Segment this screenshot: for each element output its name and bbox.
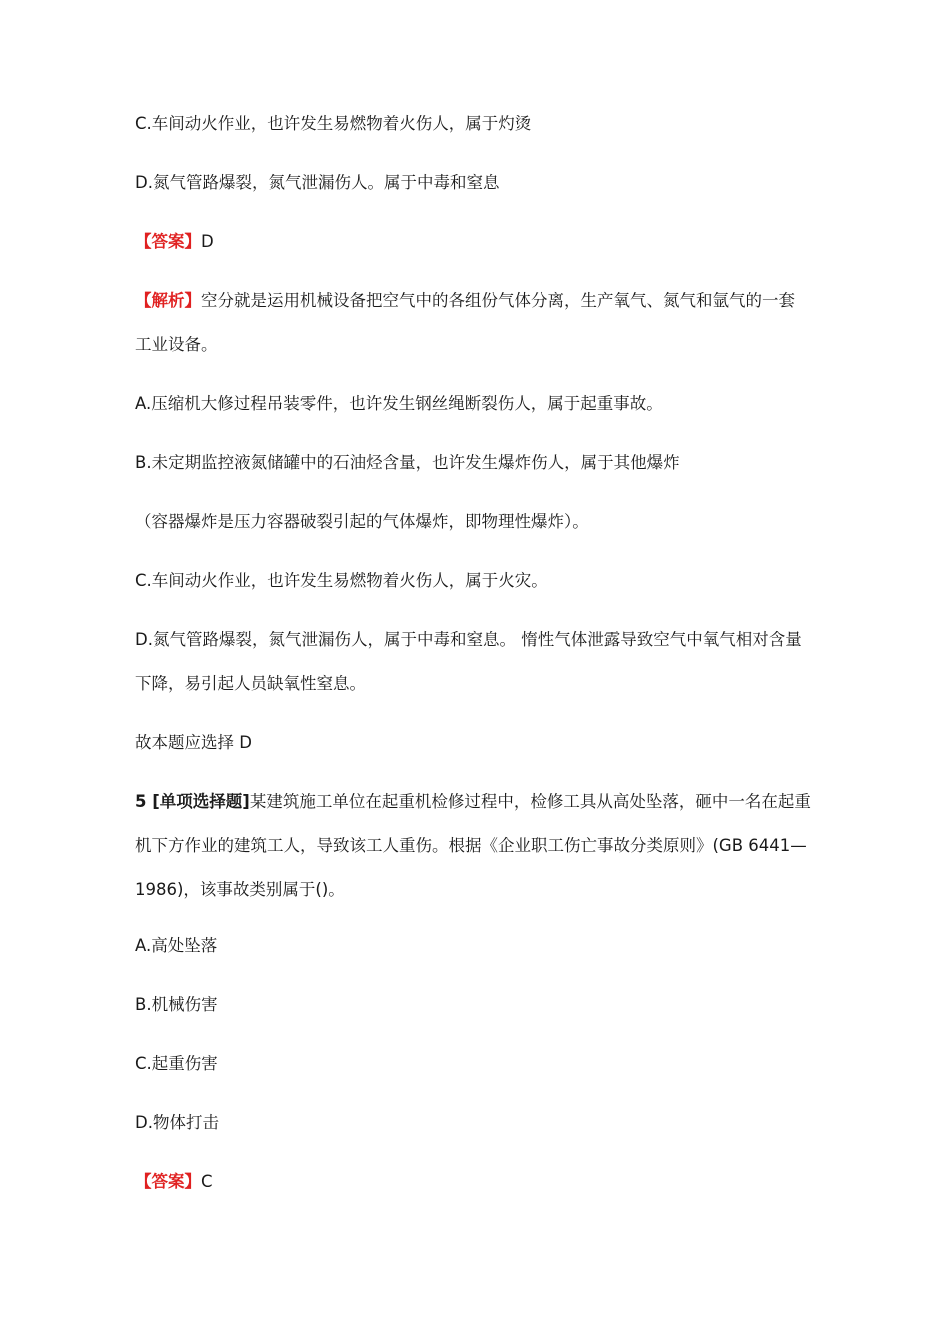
- explain-d-line-2: 下降，易引起人员缺氧性窒息。: [135, 674, 366, 693]
- stem-text: 某建筑施工单位在起重机检修过程中，检修工具从高处坠落，砸中一名在起重: [249, 792, 811, 811]
- analysis-line-2: 工业设备。: [135, 335, 218, 354]
- explain-b-line-1: B.未定期监控液氮储罐中的石油烃含量，也许发生爆炸伤人，属于其他爆炸: [135, 453, 680, 472]
- q5-option-a: A.高处坠落: [135, 936, 218, 955]
- explain-d-line-1: D.氮气管路爆裂，氮气泄漏伤人，属于中毒和窒息。 惰性气体泄露导致空气中氧气相对含量: [135, 630, 802, 649]
- explain-c: C.车间动火作业，也许发生易燃物着火伤人，属于火灾。: [135, 571, 548, 590]
- question-number-type: 5 [单项选择题]: [135, 792, 250, 811]
- q5-answer-value: C: [201, 1172, 213, 1191]
- q5-option-b: B.机械伤害: [135, 995, 218, 1014]
- answer-tag: 【答案】: [135, 232, 201, 251]
- q5-option-c: C.起重伤害: [135, 1054, 218, 1073]
- answer-line: [135, 231, 214, 253]
- question-5-stem-line-2: 机下方作业的建筑工人，导致该工人重伤。根据《企业职工伤亡事故分类原则》(GB 6441—: [135, 836, 807, 855]
- answer-value: D: [201, 232, 214, 251]
- conclusion: 故本题应选择 D: [135, 733, 252, 752]
- q5-option-d: D.物体打击: [135, 1113, 219, 1132]
- option-d: D.氮气管路爆裂，氮气泄漏伤人。属于中毒和窒息: [135, 173, 500, 192]
- analysis-line-1: [135, 290, 795, 312]
- explain-a: A.压缩机大修过程吊装零件，也许发生钢丝绳断裂伤人，属于起重事故。: [135, 394, 663, 413]
- analysis-tag: 【解析】: [135, 291, 201, 310]
- option-c: C.车间动火作业，也许发生易燃物着火伤人，属于灼烫: [135, 114, 532, 133]
- explain-b-line-2: （容器爆炸是压力容器破裂引起的气体爆炸，即物理性爆炸）。: [135, 512, 589, 531]
- question-5-stem-line-1: [135, 791, 811, 813]
- q5-answer-line: [135, 1171, 213, 1193]
- analysis-text: 空分就是运用机械设备把空气中的各组份气体分离，生产氧气、氮气和氩气的一套: [201, 291, 795, 310]
- q5-answer-tag: 【答案】: [135, 1172, 201, 1191]
- question-5-stem-line-3: 1986)，该事故类别属于()。: [135, 880, 345, 899]
